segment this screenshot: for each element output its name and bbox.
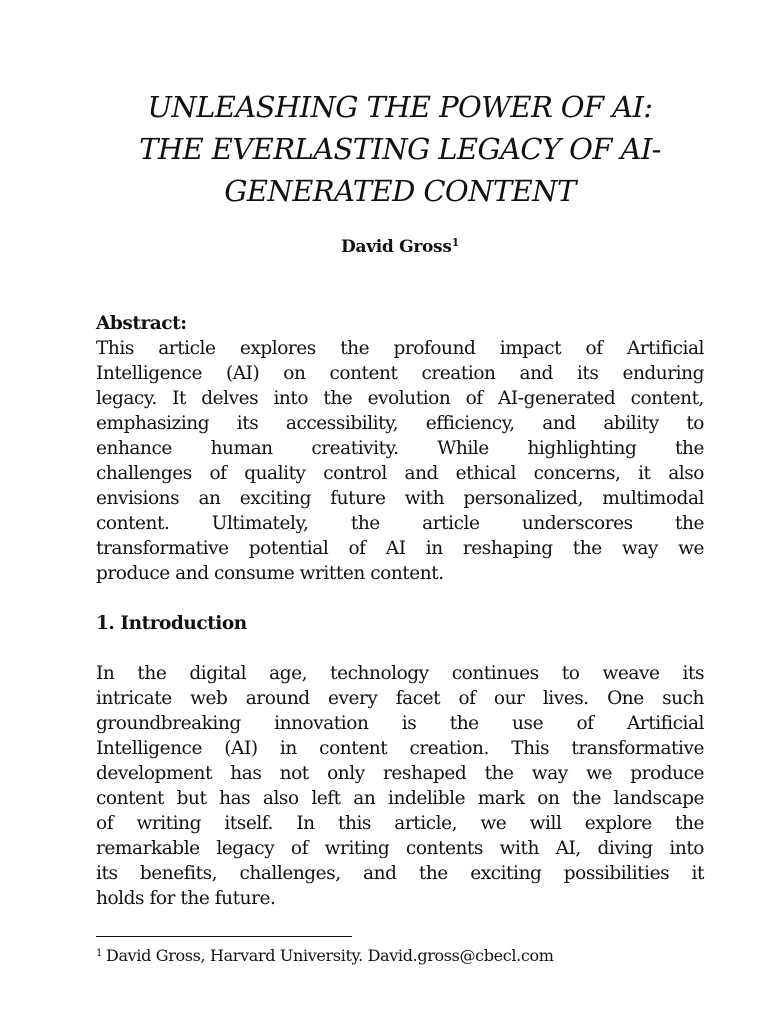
abstract-line: enhance human creativity. While highlighting the (96, 438, 704, 459)
abstract-heading: Abstract: (96, 313, 187, 334)
paper-title (96, 86, 704, 212)
abstract-line: envisions an exciting future with personalized, multimodal (96, 488, 704, 509)
introduction-line: of writing itself. In this article, we will explore the (96, 813, 704, 834)
author-name: David Gross (341, 237, 452, 257)
author-line (96, 235, 704, 259)
title-line: UNLEASHING THE POWER OF AI: (147, 90, 653, 124)
abstract-body (96, 336, 704, 586)
title-line: THE EVERLASTING LEGACY OF AI- (139, 132, 661, 166)
introduction-line: remarkable legacy of writing contents with AI, diving into (96, 838, 704, 859)
footnote-divider (96, 936, 352, 937)
abstract-line: content. Ultimately, the article underscores the (96, 513, 704, 534)
introduction-line: development has not only reshaped the way we produce (96, 763, 704, 784)
abstract-line: transformative potential of AI in reshaping the way we (96, 538, 704, 559)
author-footnote-mark: 1 (451, 236, 459, 249)
abstract-line: This article explores the profound impact of Artificial (96, 338, 704, 359)
introduction-line: its benefits, challenges, and the exciting possibilities it (96, 863, 704, 884)
introduction-line: groundbreaking innovation is the use of Artificial (96, 713, 704, 734)
introduction-line: intricate web around every facet of our lives. One such (96, 688, 704, 709)
introduction-heading: 1. Introduction (96, 613, 247, 634)
introduction-line: content but has also left an indelible mark on the landscape (96, 788, 704, 809)
footnote-mark: 1 (96, 948, 103, 959)
abstract-line: produce and consume written content. (96, 563, 444, 584)
introduction-line: In the digital age, technology continues to weave its (96, 663, 704, 684)
abstract-line: Intelligence (AI) on content creation and its enduring (96, 363, 704, 384)
introduction-line: Intelligence (AI) in content creation. This transformative (96, 738, 704, 759)
footnote (96, 945, 704, 967)
footnote-text: David Gross, Harvard University. David.gross@cbecl.com (106, 946, 554, 965)
abstract-line: legacy. It delves into the evolution of AI-generated content, (96, 388, 704, 409)
title-line: GENERATED CONTENT (224, 174, 576, 208)
abstract-line: emphasizing its accessibility, efficiency, and ability to (96, 413, 704, 434)
introduction-body (96, 661, 704, 911)
abstract-line: challenges of quality control and ethical concerns, it also (96, 463, 704, 484)
introduction-line: holds for the future. (96, 888, 276, 909)
